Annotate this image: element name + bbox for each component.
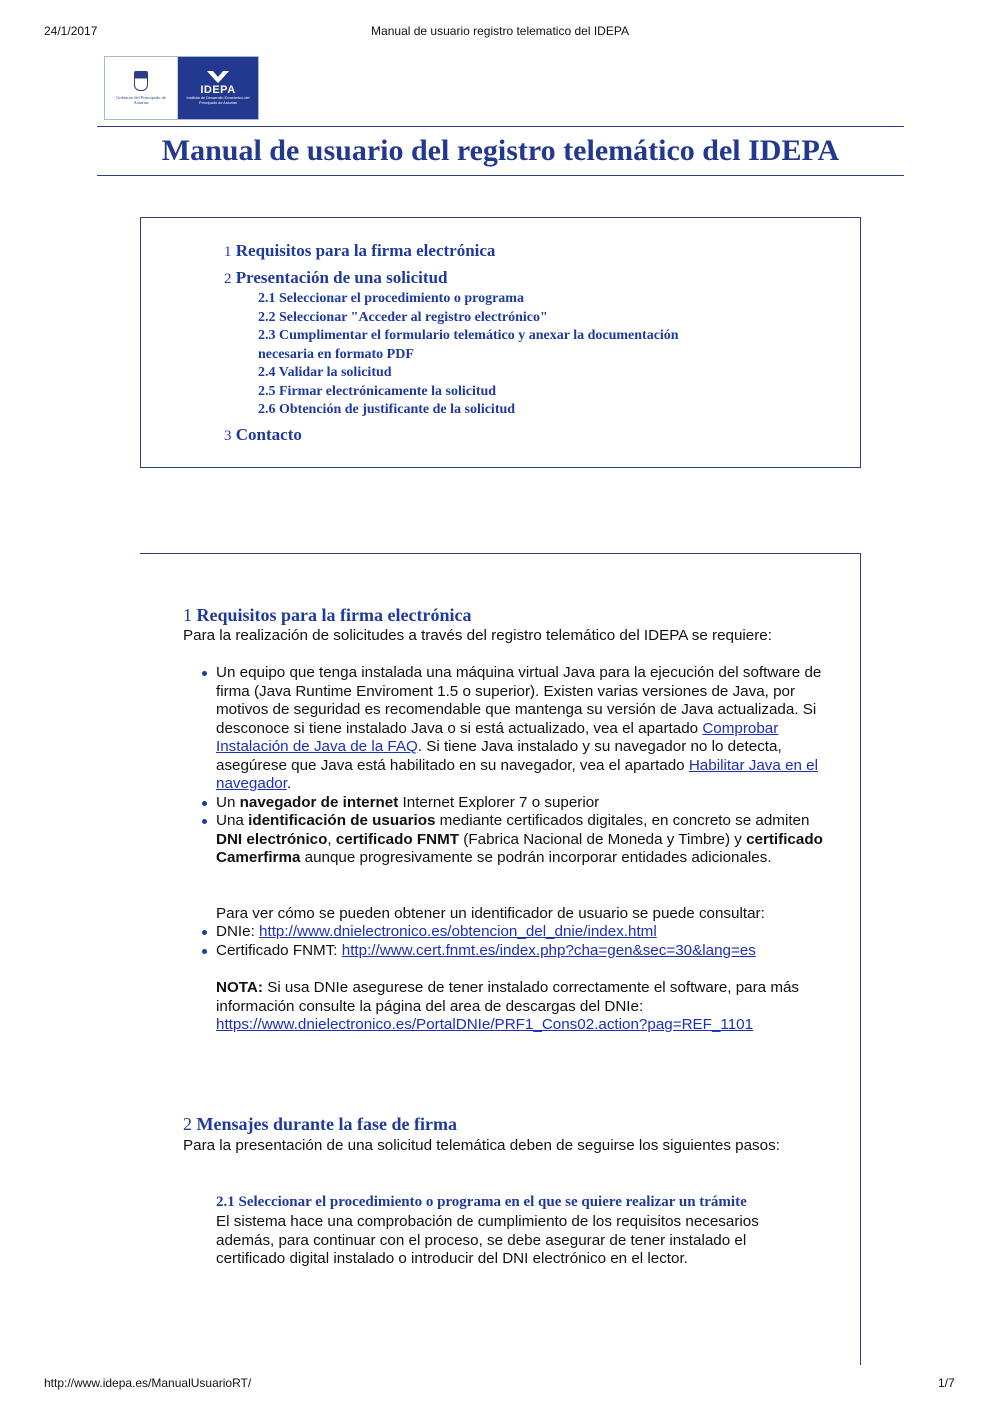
asturias-logo-text: Gobierno del Principado de Asturias bbox=[116, 95, 166, 105]
toc-item-number: 3 bbox=[224, 428, 232, 444]
dnie-link[interactable]: http://www.dnielectronico.es/obtencion_del_dnie/index.html bbox=[259, 923, 657, 940]
list-item-text: Una bbox=[216, 812, 249, 829]
idepa-mark-icon bbox=[207, 71, 229, 83]
toc-subitem-2-5[interactable]: 2.5 Firmar electrónicamente la solicitud bbox=[258, 383, 497, 399]
title-rule-bottom bbox=[97, 175, 904, 176]
toc-subitem-2-3[interactable]: 2.3 Cumplimentar el formulario telemático y anexar la documentación bbox=[258, 328, 679, 343]
section-2-heading bbox=[183, 1114, 457, 1135]
toc-item-3[interactable] bbox=[224, 425, 302, 445]
list-item-bold: navegador de internet bbox=[239, 793, 399, 811]
print-title: Manual de usuario registro telematico del IDEPA bbox=[371, 24, 629, 38]
print-page-number: 1/7 bbox=[938, 1376, 955, 1390]
toc-subitem-2-6[interactable]: 2.6 Obtención de justificante de la solicitud bbox=[258, 402, 516, 417]
section-2-1-heading: 2.1 Seleccionar el procedimiento o programa en el que se quiere realizar un trámite bbox=[216, 1194, 747, 1210]
toc-item-number: 2 bbox=[224, 271, 232, 287]
page-title: Manual de usuario del registro telemático del IDEPA bbox=[161, 134, 840, 167]
toc-subitem-2-1[interactable]: 2.1 Seleccionar el procedimiento o programa bbox=[258, 291, 524, 306]
list-item-text: . bbox=[286, 775, 292, 792]
requirements-list bbox=[198, 664, 836, 868]
toc-subitem-2-4[interactable]: 2.4 Validar la solicitud bbox=[258, 365, 392, 380]
faq-java-link[interactable]: Comprobar Instalación de Java de la FAQ bbox=[216, 719, 779, 755]
list-item-text: aunque progresivamente se podrán incorporar entidades adicionales. bbox=[300, 849, 772, 866]
nota-paragraph bbox=[216, 979, 816, 1035]
list-item-bold: DNI electrónico bbox=[216, 830, 328, 848]
header-logos bbox=[104, 56, 259, 120]
toc-item-label: Contacto bbox=[235, 425, 302, 444]
section-2-intro: Para la presentación de una solicitud telemática deben de seguirse los siguientes pasos: bbox=[183, 1137, 780, 1154]
list-item-bold: identificación de usuarios bbox=[248, 812, 436, 829]
idepa-logo bbox=[178, 57, 258, 119]
content-frame-right bbox=[860, 553, 861, 1365]
print-url: http://www.idepa.es/ManualUsuarioRT/ bbox=[44, 1376, 252, 1390]
list-item-text: (Fabrica Nacional de Moneda y Timbre) y bbox=[459, 830, 747, 848]
idepa-logo-word: IDEPA bbox=[200, 84, 236, 96]
crest-icon bbox=[134, 71, 148, 91]
toc-subitem-2-3-cont[interactable]: necesaria en formato PDF bbox=[258, 346, 414, 362]
content-frame-top bbox=[140, 553, 861, 554]
consult-text: Para ver cómo se pueden obtener un identificador de usuario se puede consultar: bbox=[216, 905, 765, 922]
list-item bbox=[216, 923, 836, 942]
list-item-bold: certificado FNMT bbox=[335, 830, 460, 848]
list-item-text: mediante certificados digitales, en concreto se admiten bbox=[435, 812, 810, 829]
title-rule-top bbox=[97, 126, 904, 127]
idepa-logo-subtext: Instituto de Desarrollo Económico del Principado de Asturias bbox=[186, 96, 250, 105]
nota-text: Si usa DNIe asegurese de tener instalado correctamente el software, para más información consulte la página del area de descargas del DNIe: bbox=[216, 979, 800, 1015]
list-item-text: , bbox=[327, 830, 336, 848]
list-item bbox=[216, 812, 836, 868]
toc-item-label: Presentación de una solicitud bbox=[235, 268, 448, 287]
toc-item-label: Requisitos para la firma electrónica bbox=[235, 241, 496, 260]
list-item bbox=[216, 794, 836, 813]
list-item bbox=[216, 942, 836, 961]
list-item-text: Certificado FNMT: bbox=[216, 941, 342, 959]
print-date: 24/1/2017 bbox=[44, 24, 98, 38]
enable-java-link[interactable]: Habilitar Java en el navegador bbox=[216, 756, 819, 792]
toc-item-number: 1 bbox=[224, 244, 232, 260]
toc-item-1[interactable] bbox=[224, 241, 495, 261]
list-item bbox=[216, 664, 836, 794]
section-2-1-text: El sistema hace una comprobación de cumplimiento de los requisitos necesarios además, para continuar con el proceso, se debe asegurar de tener instalado el certificado digital instalado o introducir del DNI electrónico en el lector. bbox=[216, 1213, 759, 1267]
section-heading-text: Requisitos para la firma electrónica bbox=[196, 605, 472, 625]
list-item-text: DNIe: bbox=[216, 923, 260, 940]
nota-label: NOTA: bbox=[216, 979, 263, 996]
list-item-text: . Si tiene Java instalado y su navegador no lo detecta, asegúrese que Java está habilitado en su navegador, vea el apartado bbox=[216, 738, 782, 774]
section-number: 1 bbox=[183, 605, 192, 625]
list-item-bold: certificado Camerfirma bbox=[216, 830, 823, 866]
section-heading-text: Mensajes durante la fase de firma bbox=[196, 1114, 457, 1134]
dnie-downloads-link[interactable]: https://www.dnielectronico.es/PortalDNIe/PRF1_Cons02.action?pag=REF_1101 bbox=[216, 1016, 754, 1033]
list-item-text: Un equipo que tenga instalada una máquina virtual Java para la ejecución del software de firma (Java Runtime Enviroment 1.5 o superior). Existen varias versiones de Java, por motivos de seguridad es recomendable que mantenga su versión de Java actualizada. Si desconoce si tiene instalado Java o si está actualizado, vea el apartado bbox=[216, 664, 822, 737]
toc-item-2[interactable] bbox=[224, 268, 447, 288]
section-1-intro: Para la realización de solicitudes a través del registro telemático del IDEPA se requiere: bbox=[183, 627, 772, 644]
section-number: 2 bbox=[183, 1114, 192, 1134]
list-item-text: Internet Explorer 7 o superior bbox=[398, 793, 600, 811]
section-1-heading bbox=[183, 605, 471, 626]
toc-subitem-2-2[interactable]: 2.2 Seleccionar "Acceder al registro electrónico" bbox=[258, 309, 548, 325]
asturias-logo bbox=[105, 57, 178, 119]
fnmt-link[interactable]: http://www.cert.fnmt.es/index.php?cha=gen&sec=30&lang=es bbox=[341, 941, 756, 959]
list-item-text: Un bbox=[216, 793, 240, 811]
certificate-links-list bbox=[198, 923, 836, 960]
